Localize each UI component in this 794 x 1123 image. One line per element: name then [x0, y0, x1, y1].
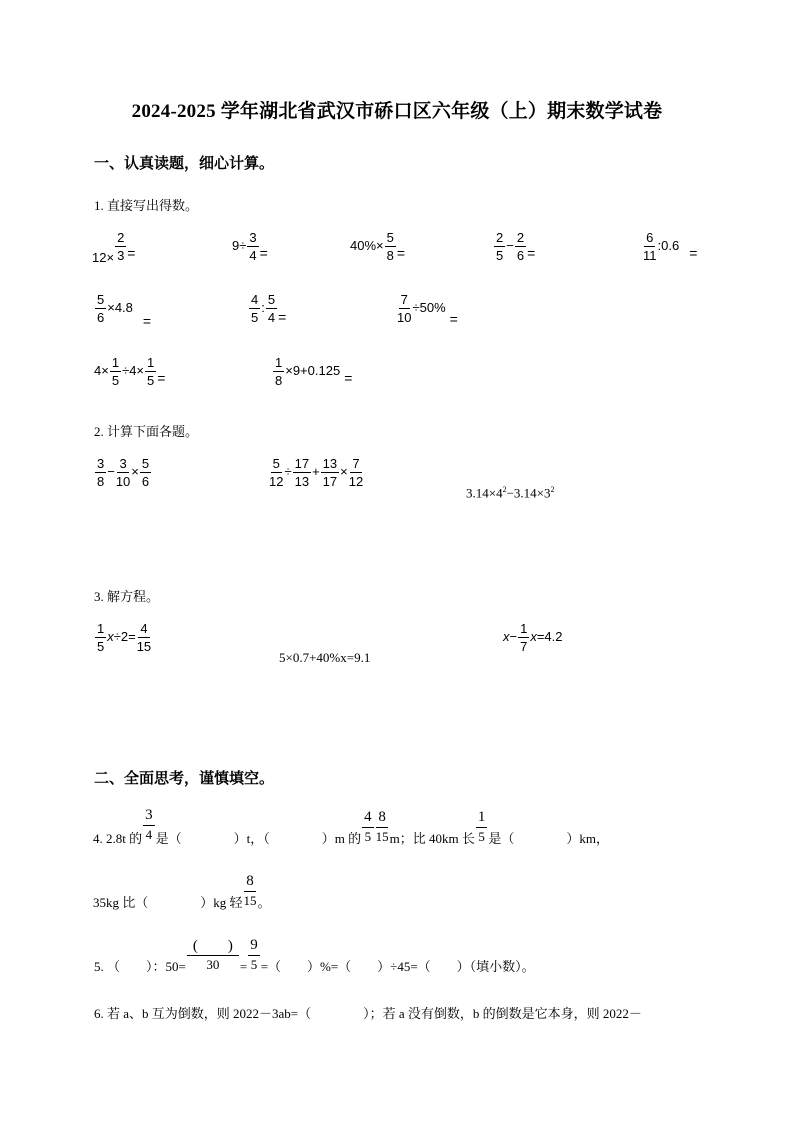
- q1-expr-9: 4× $\frac{1}{5}$ ÷4× $\frac{1}{5}$ =: [94, 355, 166, 388]
- q1-expr-2: 9÷ $\frac{3}{4}$ =: [232, 230, 268, 263]
- q2-expr-3: $3.14\times 4^2-3.14\times 3^2$: [466, 485, 555, 501]
- q3-equation-3: x− $\frac{1}{7}$ x=4.2: [503, 621, 563, 654]
- q1-expr-4: $\frac{2}{5}$ − $\frac{2}{6}$ =: [496, 230, 536, 263]
- q3-equation-2: 5×0.7+40%x=9.1: [279, 650, 371, 665]
- section-two-heading: 二、全面思考，谨慎填空。: [94, 771, 275, 787]
- q1-expr-10: $\frac{1}{8}$ ×9+0.125 =: [275, 355, 353, 388]
- question-3-label: 3. 解方程。: [94, 589, 160, 604]
- q4-line-1: 4. 2.8t 的 $\frac{3}{4}$ 是（ ）t，（ ）m 的 $\frac{4}{5}$ $\frac{8}{15}$ m；比 40km 长 $\frac{1}{5}$ 是（ ）km，: [93, 807, 609, 847]
- q3-equation-1: $\frac{1}{5}$ x÷2= $\frac{4}{15}$: [97, 621, 152, 654]
- question-1-label: 1. 直接写出得数。: [94, 198, 199, 213]
- page-title: 2024-2025 学年湖北省武汉市硚口区六年级（上）期末数学试卷: [131, 101, 663, 122]
- q1-expr-5: $\frac{6}{11}$ :0.6 =: [643, 230, 698, 263]
- section-one-heading: 一、认真读题，细心计算。: [94, 156, 275, 172]
- q1-expr-6: $\frac{5}{6}$ ×4.8=: [97, 292, 152, 329]
- q1-expr-7: $\frac{4}{5}$ : $\frac{5}{4}$ =: [251, 292, 287, 325]
- question-2-label: 2. 计算下面各题。: [94, 424, 199, 439]
- q5-line: 5. （ ）：50= $\frac{( )}{30}$ = $\frac{9}{5}$ =（ ）%=（ ）÷45=（ ）（填小数）。: [94, 937, 535, 975]
- q1-expr-8: $\frac{7}{10}$ ÷50%=: [397, 292, 458, 327]
- q2-expr-2: $\frac{5}{12}$ ÷ $\frac{17}{13}$ + $\frac{13}{17}$ × $\frac{7}{12}$: [269, 456, 364, 489]
- q2-expr-1: $\frac{3}{8}$ − $\frac{3}{10}$ × $\frac{5}{6}$: [97, 456, 150, 489]
- q6-line: 6. 若 a、b 互为倒数，则 2022－3ab=（ ）；若 a 没有倒数，b 的倒数是它本身，则 2022－: [94, 1006, 642, 1021]
- q1-expr-3: 40%× $\frac{5}{8}$ =: [350, 230, 406, 263]
- q1-expr-1: 12× $\frac{2}{3}$ =: [92, 230, 136, 265]
- q4-line-2: 35kg 比（ ）kg 轻 $\frac{8}{15}$ 。: [93, 873, 271, 911]
